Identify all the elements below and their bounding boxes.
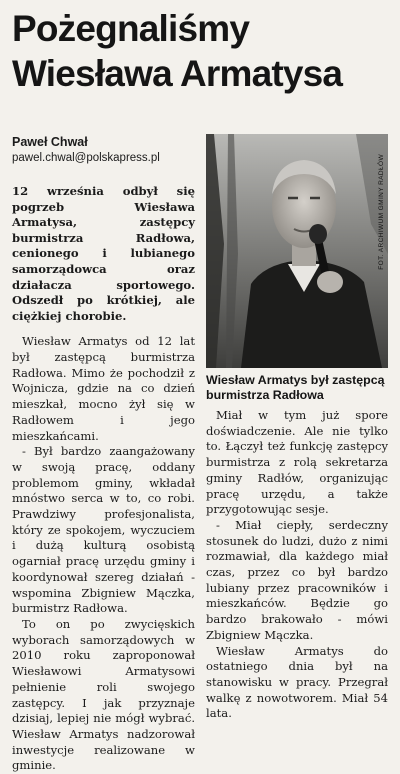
body-paragraph: - Był bardzo zaangażowany w swoją pracę, oddany problemom gminy, wkładał mnóstwo serca w to, co robi. Prawdziwy profesjonalista, który ze spokojem, wyczuciem i dużą kulturą osobistą ogarniał pracę urzędu gminy i koordynował szereg działań - wspomina Zbigniew Mączka, burmistrz Radłowa. bbox=[12, 444, 195, 616]
body-paragraph: Miał w tym już spore doświadczenie. Ale nie tylko to. Łączył też funkcję zastępcy burmistrza z rolą sekretarza gminy Radłów, organizując pracę urzędu, a także przygotowując sesje. bbox=[206, 408, 388, 517]
headline bbox=[12, 6, 392, 96]
text-column-right bbox=[206, 408, 388, 722]
headline-line-1: Pożegnaliśmy bbox=[12, 8, 250, 49]
headline-line-2: Wiesława Armatysa bbox=[12, 53, 343, 94]
text-column-left bbox=[12, 184, 195, 774]
body-paragraph: Wiesław Armatys do ostatniego dnia był na stanowisku w pracy. Przegrał walkę z nowotworem. Miał 54 lata. bbox=[206, 643, 388, 721]
byline bbox=[12, 135, 160, 166]
portrait-illustration bbox=[206, 134, 388, 368]
photo-caption: Wiesław Armatys był zastępcą burmistrza Radłowa bbox=[206, 373, 385, 402]
author-email: pawel.chwal@polskapress.pl bbox=[12, 152, 160, 164]
portrait-photo bbox=[206, 134, 388, 368]
body-paragraph: To on po zwycięskich wyborach samorządowych w 2010 roku zaproponował Wiesławowi Armatysowi pełnienie roli swojego zastępcy. I jak przyznaje dzisiaj, lepiej nie mógł wybrać. Wiesław Armatys nadzorował inwestycje realizowane w gminie. bbox=[12, 617, 195, 773]
author-name: Paweł Chwał bbox=[12, 135, 88, 149]
photo-credit: FOT. ARCHIWUM GMINY RADŁÓW bbox=[378, 154, 385, 270]
lead-paragraph: 12 września odbył się pogrzeb Wiesława Armatysa, zastępcy burmistrza Radłowa, cenionego i lubianego samorządowca oraz działacza sportowego. Odszedł po krótkiej, ale ciężkiej chorobie. bbox=[12, 184, 195, 323]
body-paragraph: Wiesław Armatys od 12 lat był zastępcą burmistrza Radłowa. Mimo że pochodził z Wojnicza, gdzie na co dzień mieszkał, mocno żył się w Radłowem i jego mieszkańcami. bbox=[12, 334, 195, 443]
body-paragraph: - Miał ciepły, serdeczny stosunek do ludzi, dużo z nimi rozmawiał, dla każdego miał czas, przez co był bardzo lubiany przez pracowników i mieszkańców. Będzie go bardzo brakowało - mówi Zbigniew Mączka. bbox=[206, 517, 388, 642]
